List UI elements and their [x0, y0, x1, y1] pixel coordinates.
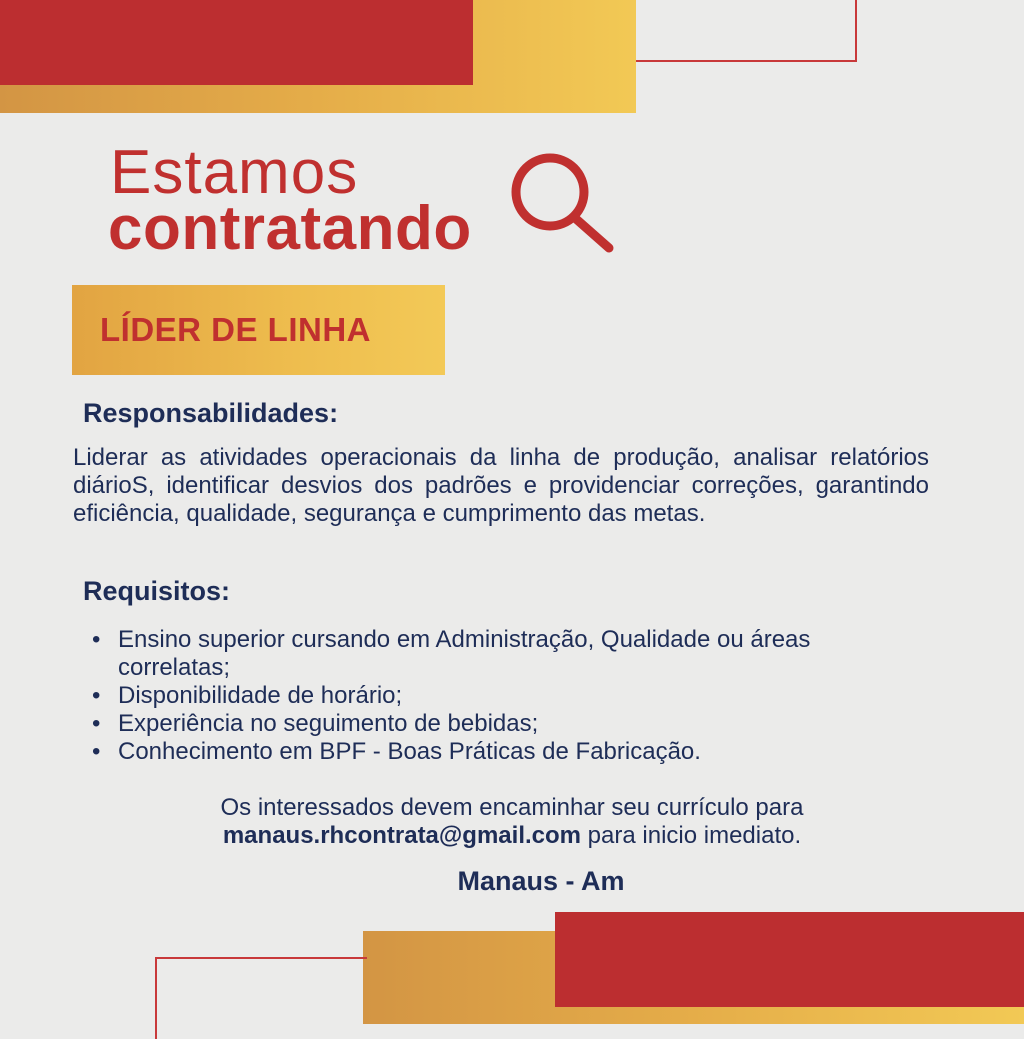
headline-line-2: contratando [108, 194, 472, 263]
list-item [92, 738, 922, 766]
red-banner-top [0, 0, 473, 85]
bullet-icon: • [92, 738, 101, 765]
email-link[interactable]: manaus.rhcontrata@gmail.com [222, 822, 582, 849]
responsibilities-heading: Responsabilidades: [83, 398, 339, 428]
bullet-icon: • [92, 682, 101, 709]
requirement-text: Disponibilidade de horário; [118, 682, 403, 709]
requirements-list [92, 626, 922, 766]
headline-line-1: Estamos [110, 138, 359, 207]
requirement-text: Ensino superior cursando em Administração, Qualidade ou áreas correlatas; [118, 626, 811, 681]
search-icon [505, 148, 617, 256]
contact-suffix: para inicio imediato. [581, 822, 802, 849]
list-item [92, 626, 922, 682]
requirement-text: Experiência no seguimento de bebidas; [118, 710, 539, 737]
contact-line [0, 822, 1024, 850]
outline-frame-top [636, 0, 857, 62]
job-title: LÍDER DE LINHA [100, 311, 371, 348]
requirements-heading: Requisitos: [83, 576, 231, 606]
requirement-text: Conhecimento em BPF - Boas Práticas de Fabricação. [118, 738, 701, 765]
list-item [92, 682, 922, 710]
outline-frame-bottom [155, 957, 367, 1039]
location-label: Manaus - Am [457, 866, 625, 896]
bullet-icon: • [92, 626, 101, 653]
bullet-icon: • [92, 710, 101, 737]
list-item [92, 710, 922, 738]
job-title-badge [72, 285, 445, 375]
responsibilities-text: Liderar as atividades operacionais da linha de produção, analisar relatórios diárioS, identificar desvios dos padrões e providenciar correções, garantindo eficiência, qualidade, segurança e cumprimento das metas. [73, 444, 929, 527]
contact-instructions: Os interessados devem encaminhar seu currículo para [220, 794, 804, 821]
red-banner-bottom [555, 912, 1024, 1007]
